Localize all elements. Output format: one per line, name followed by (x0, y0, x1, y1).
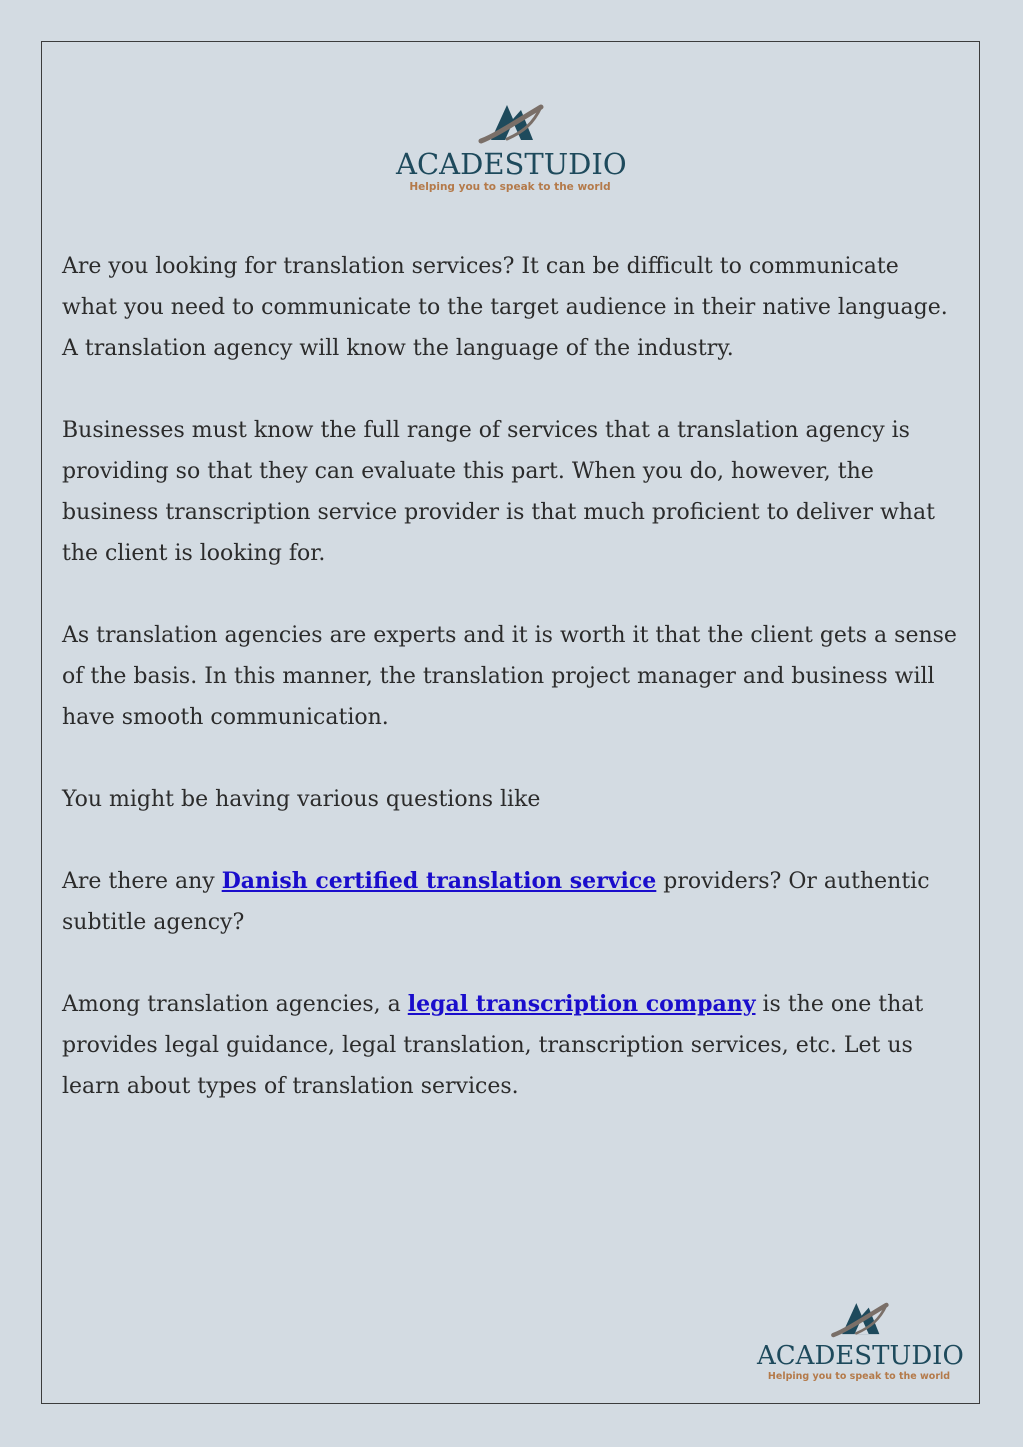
paragraph-intro (62, 246, 967, 369)
text-line (62, 861, 967, 902)
article-body (62, 246, 967, 1148)
text-line: provides legal guidance, legal translation, transcription services, etc. Let us (62, 1033, 913, 1058)
text-line: what you need to communicate to the target audience in their native language. (62, 295, 948, 320)
text-fragment: providers? Or authentic (656, 869, 930, 894)
mountain-orbit-icon (475, 102, 545, 146)
text-line: providing so that they can evaluate this part. When you do, however, the (62, 459, 874, 484)
text-line: of the basis. In this manner, the translation project manager and business will (62, 664, 935, 689)
text-line: business transcription service provider is that much proficient to deliver what (62, 500, 935, 525)
text-line: Businesses must know the full range of services that a translation agency is (62, 418, 910, 443)
legal-transcription-link[interactable]: legal transcription company (407, 991, 756, 1017)
mountain-orbit-icon (828, 1300, 890, 1340)
text-line: learn about types of translation services. (62, 1074, 519, 1099)
paragraph-questions (62, 779, 967, 820)
acadestudio-logo-footer (757, 1300, 964, 1382)
text-fragment: Among translation agencies, a (62, 992, 408, 1017)
text-line: the client is looking for. (62, 541, 326, 566)
text-fragment: is the one that (755, 992, 924, 1017)
logo-name: ACADESTUDIO (757, 1341, 964, 1371)
text-line (62, 984, 967, 1025)
logo-name: ACADESTUDIO (396, 147, 627, 181)
logo-tagline: Helping you to speak to the world (409, 181, 611, 193)
acadestudio-logo-header (396, 102, 627, 193)
text-line: As translation agencies are experts and it is worth it that the client gets a sense (62, 623, 957, 648)
danish-translation-link[interactable]: Danish certified translation service (221, 868, 657, 894)
paragraph-businesses (62, 410, 967, 574)
paragraph-danish (62, 861, 967, 943)
text-fragment: Are there any (62, 869, 222, 894)
text-line: You might be having various questions like (62, 787, 541, 812)
text-line: subtitle agency? (62, 910, 245, 935)
paragraph-experts (62, 615, 967, 738)
logo-tagline: Helping you to speak to the world (767, 1371, 951, 1382)
text-line: Are you looking for translation services? It can be difficult to communicate (62, 254, 899, 279)
text-line: have smooth communication. (62, 705, 389, 730)
paragraph-legal (62, 984, 967, 1107)
text-line: A translation agency will know the language of the industry. (62, 336, 734, 361)
